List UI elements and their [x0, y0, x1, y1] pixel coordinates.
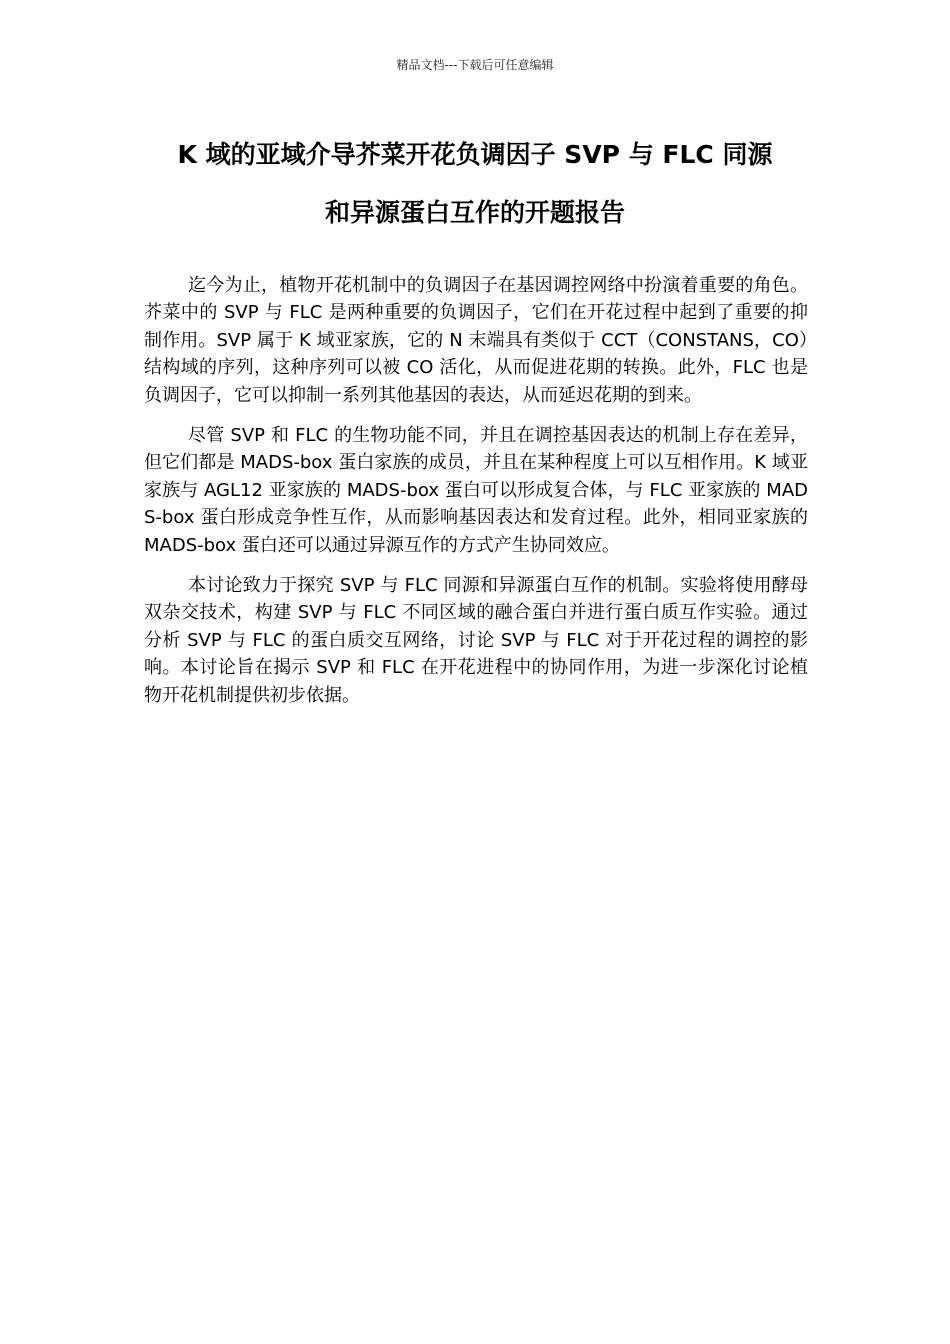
- paragraph-1: 迄今为止，植物开花机制中的负调因子在基因调控网络中扮演着重要的角色。芥菜中的 SVP 与 FLC 是两种重要的负调因子，它们在开花过程中起到了重要的抑制作用。SVP 属于 K 域亚家族，它的 N 末端具有类似于 CCT（CONSTANS，CO）结构域的序列，这种序列可以被 CO 活化，从而促进花期的转换。此外，FLC 也是负调因子，它可以抑制一系列其他基因的表达，从而延迟花期的到来。: [144, 275, 808, 406]
- document-title-line-2: 和异源蛋白互作的开题报告: [324, 198, 625, 227]
- header-note: 精品文档---下载后可任意编辑: [396, 58, 554, 72]
- paragraph-2: 尽管 SVP 和 FLC 的生物功能不同，并且在调控基因表达的机制上存在差异，但它们都是 MADS-box 蛋白家族的成员，并且在某种程度上可以互相作用。K 域亚家族与 AGL12 亚家族的 MADS-box 蛋白可以形成复合体，与 FLC 亚家族的 MADS-box 蛋白形成竞争性互作，从而影响基因表达和发育过程。此外，相同亚家族的 MADS-box 蛋白还可以通过异源互作的方式产生协同效应。: [144, 425, 808, 556]
- paragraph-3: 本讨论致力于探究 SVP 与 FLC 同源和异源蛋白互作的机制。实验将使用酵母双杂交技术，构建 SVP 与 FLC 不同区域的融合蛋白并进行蛋白质互作实验。通过分析 SVP 与 FLC 的蛋白质交互网络，讨论 SVP 与 FLC 对于开花过程的调控的影响。本讨论旨在揭示 SVP 和 FLC 在开花进程中的协同作用，为进一步深化讨论植物开花机制提供初步依据。: [144, 575, 808, 706]
- document-title-line-1: K 域的亚域介导芥菜开花负调因子 SVP 与 FLC 同源: [177, 140, 773, 169]
- document-body: [144, 272, 808, 722]
